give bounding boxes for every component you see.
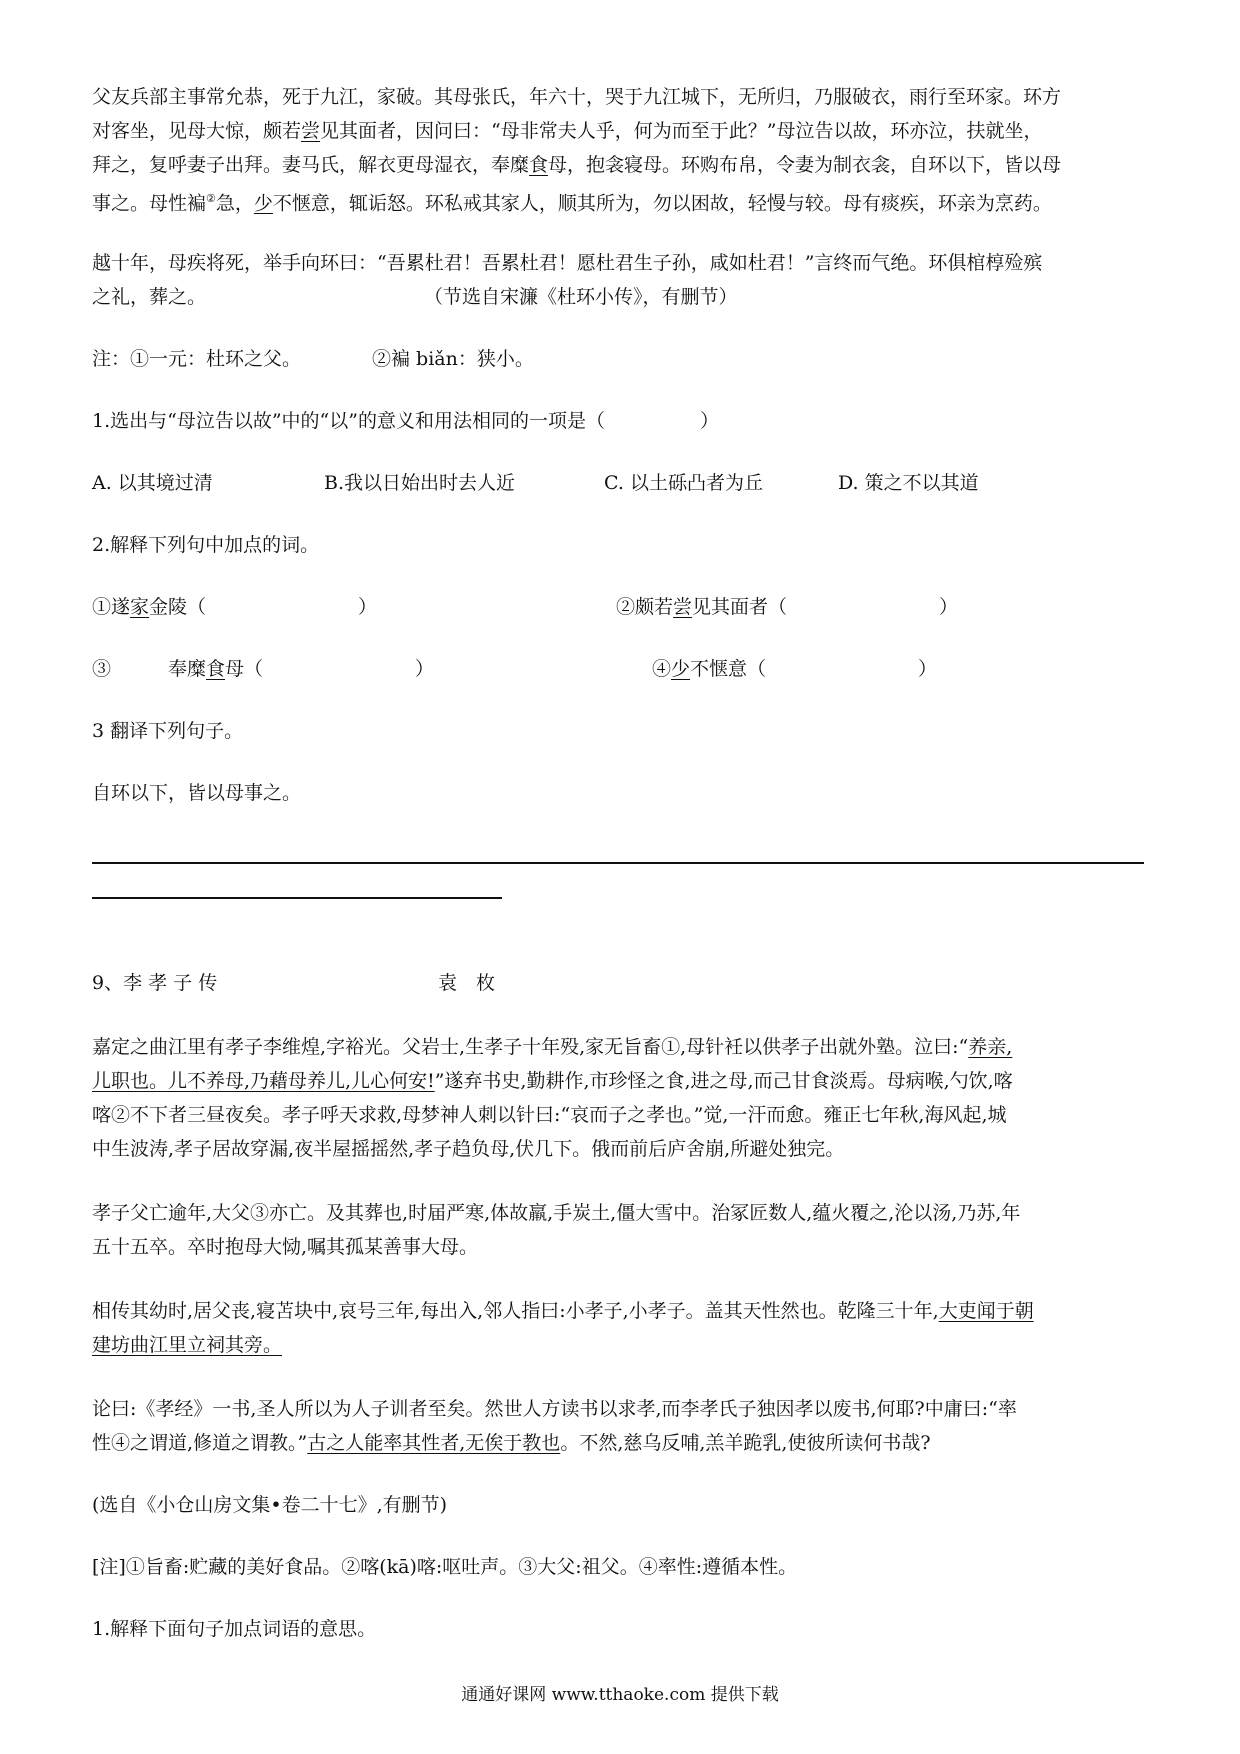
passage9-line-1	[92, 1032, 1012, 1062]
q2-item-1	[92, 592, 377, 622]
passage9-p4-line-2	[92, 1428, 931, 1458]
passage8-note-2	[372, 344, 534, 374]
question-2	[92, 530, 319, 560]
text: 母，抱衾寝母。环购布帛，令妻为制衣衾，自环以下，皆以母	[548, 154, 1062, 176]
dotted-word: 食	[529, 154, 549, 176]
text: 相传其幼时,居父丧,寝苫块中,哀号三年,每出入,邻人指曰:小孝子,小孝子。盖其天性然也。乾隆三十年,	[92, 1300, 939, 1322]
question-text: 2.解释下列句中加点的词。	[92, 534, 320, 556]
text: 越十年，母疾将死，举手向环曰：“吾累杜君！吾累杜君！愿杜君生子孙，咸如杜君！”言终而气绝。环俱棺椁殓殡	[92, 252, 1043, 274]
passage9-title	[92, 968, 217, 998]
question-1	[92, 406, 719, 436]
source-text: (选自《小仓山房文集•卷二十七》,有删节)	[92, 1494, 448, 1516]
text: 父友兵部主事常允恭，死于九江，家破。其母张氏，年六十，哭于九江城下，无所归，乃服破衣，雨行至环家。环方	[92, 86, 1062, 108]
option-b	[324, 468, 515, 498]
text: 之礼，葬之。	[92, 286, 207, 308]
passage9-line-2	[92, 1066, 1013, 1096]
q3-sentence	[92, 778, 301, 808]
text: 金陵（ ）	[149, 596, 378, 618]
option-c	[604, 468, 763, 498]
question-text: 1.解释下面句子加点词语的意思。	[92, 1618, 377, 1640]
title-text: 9、李 孝 子 传	[92, 972, 218, 994]
text: ”遂弃书史,勤耕作,市珍怪之食,进之母,而己甘食淡焉。母病喉,勺饮,喀	[434, 1070, 1013, 1092]
text: ③ 奉糜	[92, 658, 207, 680]
passage9-p4-line-1	[92, 1394, 1017, 1424]
answer-line-1[interactable]	[92, 862, 1144, 864]
passage9-p3-line-2	[92, 1330, 282, 1360]
q2-item-4	[652, 654, 937, 684]
text: 性④之谓道,修道之谓教。”	[92, 1432, 308, 1454]
passage9-question-1	[92, 1614, 376, 1644]
option-text: C. 以土砾凸者为丘	[604, 472, 763, 494]
text: 急，	[215, 192, 254, 215]
dotted-word: 尝	[301, 120, 321, 142]
option-text: A. 以其境过清	[92, 472, 213, 494]
text: 嘉定之曲江里有孝子李维煌,字裕光。父岩士,生孝子十年殁,家无旨畜①,母针衽以供孝子出就外塾。泣曰:“	[92, 1036, 969, 1058]
text: ②颇若	[616, 596, 674, 618]
passage9-line-4	[92, 1134, 844, 1164]
text: ④	[652, 658, 672, 680]
text: 五十五卒。卒时抱母大恸,嘱其孤某善事大母。	[92, 1236, 479, 1258]
dotted-word: 家	[130, 596, 150, 618]
passage9-p3-line-1	[92, 1296, 1034, 1326]
passage9-author	[438, 968, 495, 998]
dotted-word: 少	[253, 192, 273, 215]
dotted-word: 少	[671, 658, 691, 680]
option-text: D. 策之不以其道	[838, 472, 979, 494]
text: 见其面者（ ）	[692, 596, 959, 618]
footnote-marker: ②	[206, 192, 216, 205]
answer-line-2[interactable]	[92, 897, 502, 899]
text: 中生波涛,孝子居故穿漏,夜半屋摇摇然,孝子趋负母,伏几下。俄而前后庐舍崩,所避处独完。	[92, 1138, 845, 1160]
passage8-source	[424, 282, 738, 312]
underlined-text: 大吏闻于朝	[938, 1300, 1034, 1322]
option-d	[838, 468, 979, 498]
passage8-note-1	[92, 344, 301, 374]
text: 见其面者，因问曰：“母非常夫人乎，何为而至于此？”母泣告以故，环亦泣，扶就坐，	[320, 120, 1043, 142]
passage8-line-1	[92, 82, 1061, 112]
text: ①遂	[92, 596, 131, 618]
underlined-text: 古之人能率其性者,无俟于教也	[307, 1432, 561, 1454]
text: 母（ ）	[225, 658, 435, 680]
question-text: 1.选出与“母泣告以故”中的“以”的意义和用法相同的一项是（ ）	[92, 410, 719, 432]
question-text: 3 翻译下列句子。	[92, 720, 244, 742]
passage9-line-3	[92, 1100, 1007, 1130]
option-text: B.我以日始出时去人近	[324, 472, 516, 494]
passage9-note	[92, 1552, 797, 1582]
underlined-text: 养亲,	[968, 1036, 1013, 1058]
passage9-source	[92, 1490, 447, 1520]
q2-item-3	[92, 654, 434, 684]
underlined-text: 建坊曲江里立祠其旁。	[92, 1334, 283, 1356]
passage9-p2-line-2	[92, 1232, 478, 1262]
q2-item-2	[616, 592, 958, 622]
text: 。不然,慈乌反哺,羔羊跪乳,使彼所读何书哉?	[560, 1432, 931, 1454]
author-text: 袁 枚	[438, 972, 496, 994]
note-text: 注：①一元：杜环之父。	[92, 348, 302, 370]
source-text: （节选自宋濂《杜环小传》，有删节）	[424, 286, 738, 308]
text: 论曰:《孝经》一书,圣人所以为人子训者至矣。然世人方读书以求孝,而李孝氏子独因孝以废书,何耶?中庸曰:“率	[92, 1398, 1017, 1420]
note-text: [注]①旨畜:贮藏的美好食品。②喀(kā)喀:呕吐声。③大父:祖父。④率性:遵循本性。	[92, 1556, 798, 1578]
text: 喀②不下者三昼夜矣。孝子呼天求救,母梦神人刺以针曰:“哀而子之孝也。”觉,一汗而愈。雍正七年秋,海风起,城	[92, 1104, 1007, 1126]
passage8-p2-line-1	[92, 248, 1042, 278]
question-3	[92, 716, 243, 746]
passage8-line-2	[92, 116, 1042, 146]
sentence-text: 自环以下，皆以母事之。	[92, 782, 302, 804]
passage8-p2-line-2	[92, 282, 206, 312]
underlined-text: 儿职也。儿不养母,乃藉母养儿,儿心何安!	[92, 1070, 435, 1092]
passage8-line-3	[92, 150, 1061, 180]
text: 拜之，复呼妻子出拜。妻马氏，解衣更母湿衣，奉糜	[92, 154, 530, 176]
page-footer: 通通好课网 www.tthaoke.com 提供下载	[461, 1685, 779, 1705]
dotted-word: 尝	[673, 596, 693, 618]
dotted-word: 食	[206, 658, 226, 680]
passage9-p2-line-1	[92, 1198, 1020, 1228]
note-text: ②褊 biǎn：狭小。	[372, 348, 534, 370]
text: 事之。母性褊	[92, 192, 207, 215]
text: 孝子父亡逾年,大父③亦亡。及其葬也,时届严寒,体故羸,手炭土,僵大雪中。治冢匠数人,蕴火覆之,沦以汤,乃苏,年	[92, 1202, 1021, 1224]
text: 不惬意（ ）	[690, 658, 938, 680]
text: 对客坐，见母大惊，颇若	[92, 120, 302, 142]
option-a	[92, 468, 213, 498]
passage8-line-4	[92, 184, 1052, 218]
text: 不惬意，辄诟怒。环私戒其家人，顺其所为，勿以困故，轻慢与较。母有痰疾，环亲为烹药。	[272, 192, 1052, 215]
